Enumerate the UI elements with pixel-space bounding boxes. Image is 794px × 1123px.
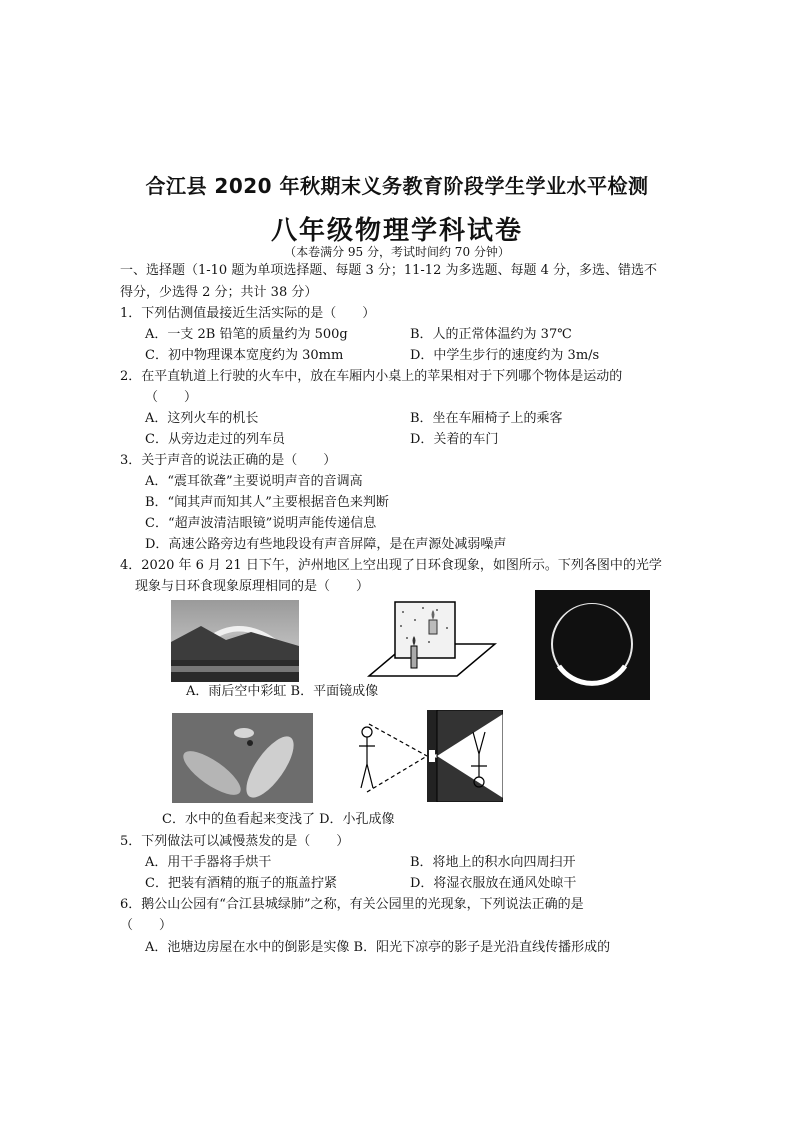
q2-option-c: C．从旁边走过的列车员	[145, 432, 285, 447]
q1-option-c: C．初中物理课本宽度约为 30mm	[145, 348, 344, 363]
q1-option-b: B．人的正常体温约为 37℃	[410, 327, 572, 342]
q3-option-b: B．“闻其声而知其人”主要根据音色来判断	[145, 495, 389, 510]
exam-note: （本卷满分 95 分，考试时间约 70 分钟）	[284, 245, 510, 259]
section1-heading-cont: 得分，少选得 2 分；共计 38 分）	[120, 285, 318, 300]
q2-option-a: A．这列火车的机长	[145, 411, 259, 426]
exam-title: 合江县 2020 年秋期末义务教育阶段学生学业水平检测	[145, 174, 649, 198]
q6-stem-cont: （ ）	[120, 918, 173, 933]
q1-option-a: A．一支 2B 铅笔的质量约为 500g	[145, 327, 348, 342]
q3-stem: 3．关于声音的说法正确的是（ ）	[120, 453, 337, 468]
q5-option-d: D．将湿衣服放在通风处晾干	[410, 876, 577, 891]
exam-subtitle: 八年级物理学科试卷	[270, 216, 523, 246]
plane-mirror-diagram	[367, 598, 497, 680]
q6-stem: 6．鹅公山公园有“合江县城绿肺”之称，有关公园里的光现象，下列说法正确的是	[120, 897, 584, 912]
fish-in-water-photo	[172, 713, 313, 803]
q5-stem: 5．下列做法可以减慢蒸发的是（ ）	[120, 834, 350, 849]
q4-stem-cont: 现象与日环食现象原理相同的是（ ）	[135, 579, 370, 594]
q4-caption-ab: A．雨后空中彩虹 B．平面镜成像	[186, 684, 379, 699]
q2-stem-cont: （ ）	[145, 390, 198, 405]
q1-option-d: D．中学生步行的速度约为 3m/s	[410, 348, 600, 363]
q3-option-c: C．“超声波清洁眼镜”说明声能传递信息	[145, 516, 377, 531]
q2-option-d: D．关着的车门	[410, 432, 499, 447]
q5-option-c: C．把装有酒精的瓶子的瓶盖拧紧	[145, 876, 337, 891]
q4-stem: 4．2020 年 6 月 21 日下午，泸州地区上空出现了日环食现象，如图所示。下列各图中的光学	[120, 558, 662, 573]
annular-eclipse-photo	[535, 590, 650, 700]
q5-option-a: A．用干手器将手烘干	[145, 855, 272, 870]
q4-caption-cd: C．水中的鱼看起来变浅了 D．小孔成像	[162, 812, 395, 827]
q1-stem: 1．下列估测值最接近生活实际的是（ ）	[120, 306, 376, 321]
q2-stem: 2．在平直轨道上行驶的火车中，放在车厢内小桌上的苹果相对于下列哪个物体是运动的	[120, 369, 623, 384]
q6-option-ab: A．池塘边房屋在水中的倒影是实像 B．阳光下凉亭的影子是光沿直线传播形成的	[145, 940, 611, 955]
q3-option-d: D．高速公路旁边有些地段设有声音屏障，是在声源处减弱噪声	[145, 537, 507, 552]
q2-option-b: B．坐在车厢椅子上的乘客	[410, 411, 563, 426]
pinhole-camera-diagram	[355, 710, 503, 802]
q3-option-a: A．“震耳欲聋”主要说明声音的音调高	[145, 474, 363, 489]
section1-heading: 一、选择题（1-10 题为单项选择题、每题 3 分；11-12 为多选题、每题 4 分，多选、错选不	[120, 263, 658, 278]
q5-option-b: B．将地上的积水向四周扫开	[410, 855, 576, 870]
rainbow-photo	[171, 600, 299, 682]
